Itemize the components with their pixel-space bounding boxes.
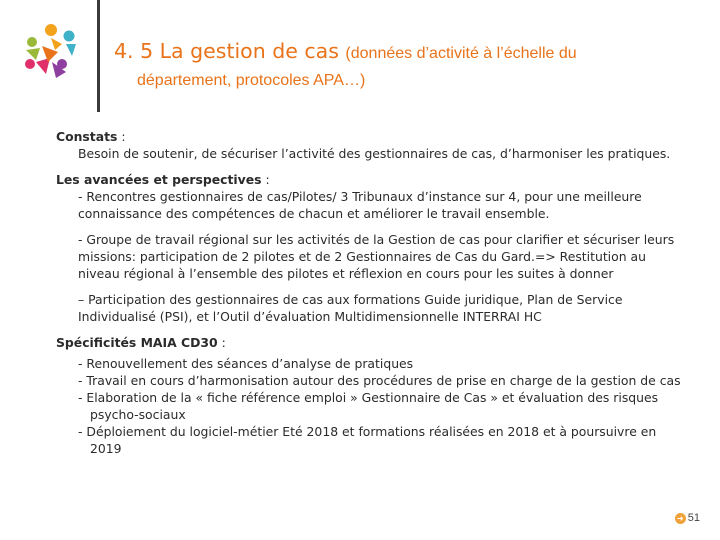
title-main: 4. 5 La gestion de cas xyxy=(114,39,339,63)
page-title xyxy=(114,39,577,63)
specificites-item-4: - Déploiement du logiciel-métier Eté 2018 et formations réalisées en 2018 et à poursuivre en 2019 xyxy=(78,424,657,456)
avancees-item-1: - Rencontres gestionnaires de cas/Pilotes/ 3 Tribunaux d’instance sur 4, pour une meilleure connaissance des compétences de chacun et améliorer le travail ensemble. xyxy=(78,189,642,221)
header-divider xyxy=(97,0,100,112)
people-logo-icon xyxy=(22,22,80,80)
avancees-item-2: - Groupe de travail régional sur les activités de la Gestion de cas pour clarifier et sécuriser leurs missions: participation de 2 pilotes et de 2 Gestionnaires de Cas du Gard.=> Restitution au niveau régional à l’ensemble des pilotes et réflexion en cours pour les suites à donner xyxy=(78,232,675,281)
specificites-heading: Spécificités MAIA CD30 : xyxy=(56,335,226,350)
constats-heading: Constats : xyxy=(56,129,126,144)
title-sub-line2: département, protocoles APA…) xyxy=(137,72,366,89)
constats-text: Besoin de soutenir, de sécuriser l’activité des gestionnaires de cas, d’harmoniser les pratiques. xyxy=(78,146,671,161)
title-sub-line1: (données d’activité à l’échelle du xyxy=(345,45,577,62)
specificites-item-2: - Travail en cours d’harmonisation autour des procédures de prise en charge de la gestion de cas xyxy=(78,373,681,388)
avancees-heading: Les avancées et perspectives : xyxy=(56,172,270,187)
slide-body xyxy=(56,128,696,457)
arrow-circle-icon: ➜ xyxy=(675,513,686,524)
specificites-item-3: - Elaboration de la « fiche référence emploi » Gestionnaire de Cas » et évaluation des risques psycho-sociaux xyxy=(78,390,659,422)
avancees-item-3: – Participation des gestionnaires de cas aux formations Guide juridique, Plan de Service Individualisé (PSI), et l’Outil d’évaluation Multidimensionnelle INTERRAI HC xyxy=(78,292,623,324)
page-number: ➜ 51 xyxy=(675,512,700,524)
specificites-item-1: - Renouvellement des séances d’analyse de pratiques xyxy=(78,356,414,371)
